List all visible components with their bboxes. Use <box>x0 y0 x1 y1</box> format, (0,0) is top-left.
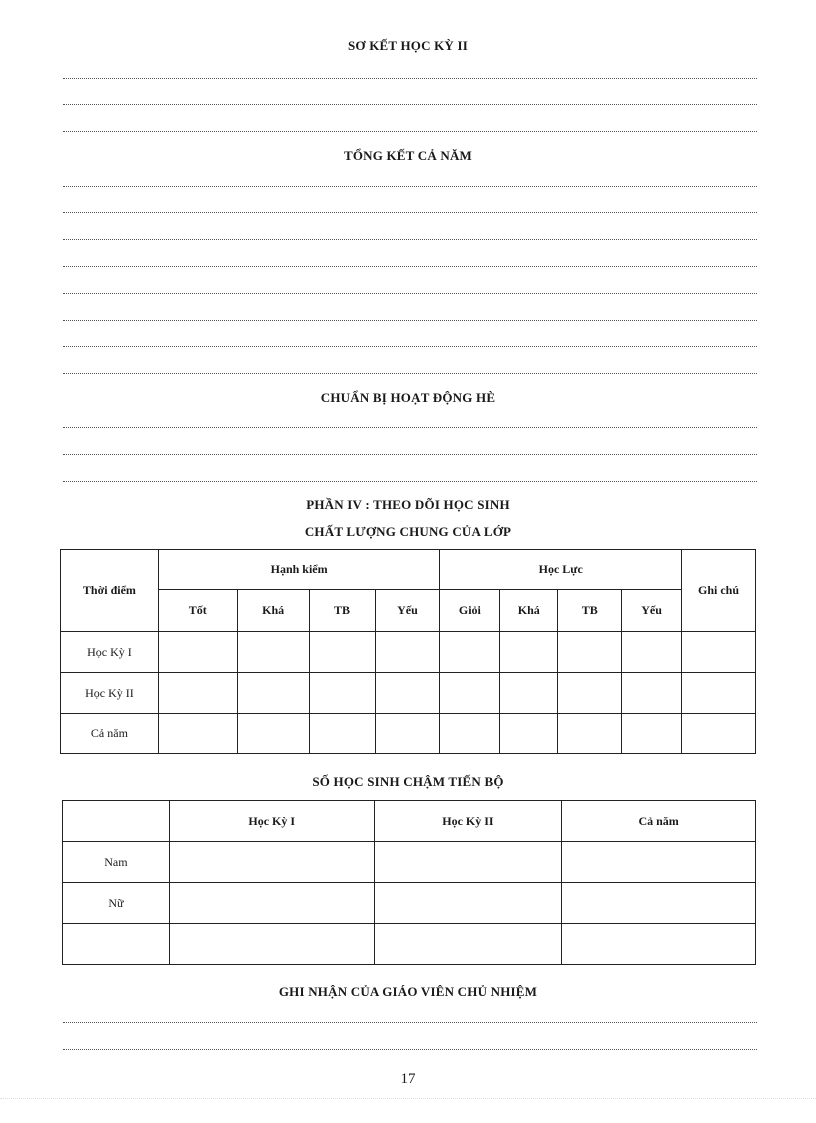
table-cell[interactable] <box>375 632 440 673</box>
dotted-line <box>63 454 757 455</box>
table-row <box>61 632 756 673</box>
page-number: 17 <box>400 1071 416 1087</box>
table-cell[interactable] <box>158 714 237 754</box>
table-cell[interactable] <box>237 632 309 673</box>
academic-col-header: Giỏi <box>440 590 500 632</box>
academic-col-header: TB <box>558 590 622 632</box>
table-row <box>63 924 756 965</box>
table-cell[interactable] <box>374 924 562 965</box>
table-cell[interactable] <box>562 883 756 924</box>
table-cell[interactable] <box>309 632 375 673</box>
table-cell[interactable] <box>500 673 558 714</box>
page-edge-line <box>0 1098 816 1099</box>
row-label <box>63 924 170 965</box>
table-cell[interactable] <box>440 632 500 673</box>
table-cell[interactable] <box>375 673 440 714</box>
conduct-col-header: TB <box>309 590 375 632</box>
header-cell: Cả năm <box>562 801 756 842</box>
table-cell[interactable] <box>622 632 682 673</box>
table-cell[interactable] <box>169 883 374 924</box>
section-title-cham-tien-bo: SỐ HỌC SINH CHẬM TIẾN BỘ <box>312 774 504 789</box>
table-cell[interactable] <box>622 673 682 714</box>
col-note-header: Ghi chú <box>682 550 756 632</box>
dotted-line <box>63 373 757 374</box>
academic-group-header: Học Lực <box>440 550 682 590</box>
header-cell: Học Kỳ II <box>374 801 562 842</box>
col-time-header: Thời điểm <box>61 550 159 632</box>
table-row <box>61 714 756 754</box>
dotted-line <box>63 427 757 428</box>
row-label: Nữ <box>63 883 170 924</box>
slow-progress-table <box>62 800 756 965</box>
dotted-line <box>63 1022 757 1023</box>
table-cell[interactable] <box>309 714 375 754</box>
table-cell[interactable] <box>374 842 562 883</box>
table-cell[interactable] <box>562 924 756 965</box>
table-cell[interactable] <box>440 714 500 754</box>
table-cell[interactable] <box>237 714 309 754</box>
row-label: Học Kỳ I <box>61 632 159 673</box>
dotted-line <box>63 293 757 294</box>
row-label: Học Kỳ II <box>61 673 159 714</box>
table-cell[interactable] <box>375 714 440 754</box>
row-label: Cả năm <box>61 714 159 754</box>
table-cell[interactable] <box>558 632 622 673</box>
table-row <box>63 883 756 924</box>
table-cell[interactable] <box>169 924 374 965</box>
dotted-line <box>63 131 757 132</box>
table-cell[interactable] <box>682 673 756 714</box>
table-cell[interactable] <box>682 632 756 673</box>
table-cell[interactable] <box>309 673 375 714</box>
table-cell[interactable] <box>158 632 237 673</box>
dotted-line <box>63 186 757 187</box>
academic-col-header: Yếu <box>622 590 682 632</box>
table-cell[interactable] <box>558 714 622 754</box>
academic-col-header: Khá <box>500 590 558 632</box>
table-cell[interactable] <box>558 673 622 714</box>
table-row <box>61 673 756 714</box>
header-cell <box>63 801 170 842</box>
dotted-line <box>63 78 757 79</box>
dotted-line <box>63 266 757 267</box>
table-cell[interactable] <box>374 883 562 924</box>
table-cell[interactable] <box>500 632 558 673</box>
table-cell[interactable] <box>682 714 756 754</box>
section-title-ghi-nhan: GHI NHẬN CỦA GIÁO VIÊN CHỦ NHIỆM <box>278 984 538 999</box>
dotted-line <box>63 481 757 482</box>
row-label: Nam <box>63 842 170 883</box>
dotted-line <box>63 104 757 105</box>
dotted-line <box>63 1049 757 1050</box>
conduct-col-header: Tốt <box>158 590 237 632</box>
section-title-so-ket: SƠ KẾT HỌC KỲ II <box>348 38 468 53</box>
table-cell[interactable] <box>169 842 374 883</box>
table-cell[interactable] <box>440 673 500 714</box>
section-title-phan-iv: PHẦN IV : THEO DÕI HỌC SINH <box>306 497 510 512</box>
conduct-col-header: Khá <box>237 590 309 632</box>
table-cell[interactable] <box>158 673 237 714</box>
dotted-line <box>63 212 757 213</box>
table-row <box>63 842 756 883</box>
table-cell[interactable] <box>622 714 682 754</box>
dotted-line <box>63 239 757 240</box>
quality-table <box>60 549 756 754</box>
conduct-group-header: Hạnh kiểm <box>158 550 440 590</box>
table-cell[interactable] <box>562 842 756 883</box>
section-title-tong-ket: TỔNG KẾT CẢ NĂM <box>343 148 473 163</box>
table-cell[interactable] <box>500 714 558 754</box>
dotted-line <box>63 320 757 321</box>
section-title-chat-luong: CHẤT LƯỢNG CHUNG CỦA LỚP <box>304 524 512 539</box>
conduct-col-header: Yếu <box>375 590 440 632</box>
dotted-line <box>63 346 757 347</box>
section-title-chuan-bi: CHUẨN BỊ HOẠT ĐỘNG HÈ <box>320 390 496 405</box>
table-cell[interactable] <box>237 673 309 714</box>
header-cell: Học Kỳ I <box>169 801 374 842</box>
